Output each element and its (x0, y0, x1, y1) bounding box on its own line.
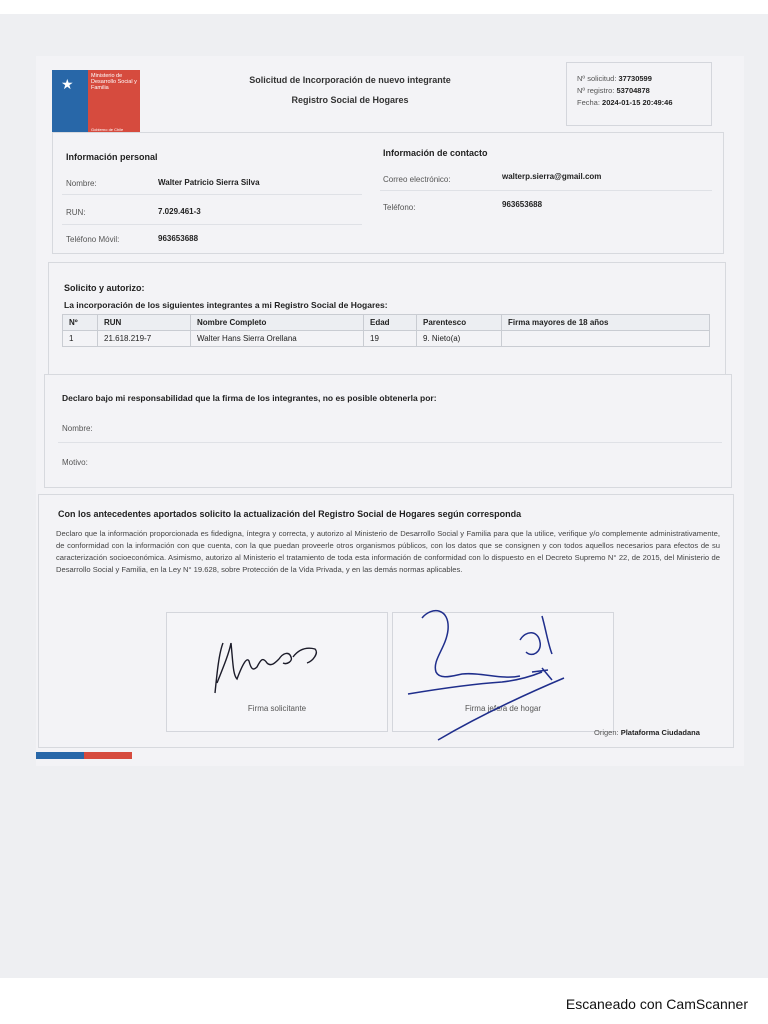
table-cell: 1 (63, 331, 98, 347)
declaration-panel (44, 374, 732, 488)
fecha-row (577, 97, 701, 109)
camscanner-label: Escaneado con CamScanner (565, 996, 748, 1012)
table-cell: Walter Hans Sierra Orellana (191, 331, 364, 347)
email-value: walterp.sierra@gmail.com (502, 172, 602, 181)
phone-label: Teléfono: (383, 203, 416, 212)
form-title: Solicitud de Incorporación de nuevo integrante (249, 75, 451, 85)
logo-red-block (88, 70, 140, 136)
column-header: Firma mayores de 18 años (502, 315, 710, 331)
table-header-row (63, 315, 710, 331)
divider (58, 442, 722, 443)
solicitud-label: Nº solicitud: (577, 74, 617, 83)
request-heading: Solicito y autorizo: (64, 283, 145, 293)
divider (62, 194, 362, 195)
ministry-logo (52, 70, 140, 136)
column-header: RUN (98, 315, 191, 331)
origin-value: Plataforma Ciudadana (620, 728, 700, 737)
table-cell: 21.618.219-7 (98, 331, 191, 347)
head-signature (392, 600, 582, 746)
column-header: Edad (364, 315, 417, 331)
logo-blue-block (52, 70, 88, 136)
email-label: Correo electrónico: (383, 175, 451, 184)
fecha-value: 2024-01-15 20:49:46 (602, 98, 673, 107)
origin-row (594, 728, 700, 737)
nombre-label: Nombre: (66, 179, 97, 188)
movil-value: 963653688 (158, 234, 199, 243)
registro-value: 53704878 (616, 86, 650, 95)
divider (380, 190, 712, 191)
solicitud-row (577, 73, 701, 85)
run-label: RUN: (66, 208, 86, 217)
table-cell: 19 (364, 331, 417, 347)
consent-text: Declaro que la información proporcionada es fidedigna, íntegra y correcta, y autorizo al Ministerio de Desarrollo Social y Familia para que la utilice, verifique y/o complemente administrativamente, de conformidad con la información con que cuenta, con la que puedan proveerle otros organismos públicos, con los datos que se consignen y con todos aquellos necesarios para efectos de su caracterización socioeconómica. Asimismo, autorizo al Ministerio el tratamiento de toda esta información de conformidad con lo dispuesto en el Decreto Supremo N° 22, de 2015, del Ministerio de Desarrollo Social y Familia, en la Ley N° 19.628, sobre Protección de la Vida Privada, y en las demás normas aplicables. (56, 529, 720, 574)
request-subheading: La incorporación de los siguientes integrantes a mi Registro Social de Hogares: (64, 300, 388, 310)
table-cell: 9. Nieto(a) (417, 331, 502, 347)
origin-label: Origen: (594, 728, 619, 737)
registro-label: Nº registro: (577, 86, 615, 95)
run-value: 7.029.461-3 (158, 207, 201, 216)
registro-row (577, 85, 701, 97)
nombre-value: Walter Patricio Sierra Silva (158, 178, 260, 187)
brand-stripe-blue (36, 752, 84, 759)
integrants-table (62, 314, 710, 347)
table-row (63, 331, 710, 347)
logo-text: Ministerio de Desarrollo Social y Familia (91, 73, 137, 91)
table-cell (502, 331, 710, 347)
declaration-motivo-label: Motivo: (62, 458, 88, 467)
applicant-signature-caption: Firma solicitante (247, 704, 307, 713)
solicitud-value: 37730599 (618, 74, 652, 83)
movil-label: Teléfono Móvil: (66, 235, 120, 244)
divider (62, 224, 362, 225)
column-header: Nº (63, 315, 98, 331)
star-icon: ★ (61, 76, 74, 92)
column-header: Nombre Completo (191, 315, 364, 331)
declaration-heading: Declaro bajo mi responsabilidad que la firma de los integrantes, no es posible obtenerla por: (62, 393, 437, 403)
head-signature-caption: Firma jefe/a de hogar (464, 704, 542, 713)
form-subtitle: Registro Social de Hogares (291, 95, 409, 105)
applicant-signature (167, 613, 387, 713)
fecha-label: Fecha: (577, 98, 600, 107)
declaration-nombre-label: Nombre: (62, 424, 93, 433)
brand-stripe-red (84, 752, 132, 759)
update-heading: Con los antecedentes aportados solicito la actualización del Registro Social de Hogares según corresponda (58, 509, 522, 519)
applicant-signature-box (166, 612, 388, 732)
logo-footer: Gobierno de Chile (91, 127, 124, 132)
request-meta-box (566, 62, 712, 126)
contact-info-heading: Información de contacto (383, 148, 488, 158)
personal-info-heading: Información personal (66, 152, 158, 162)
phone-value: 963653688 (502, 200, 543, 209)
column-header: Parentesco (417, 315, 502, 331)
